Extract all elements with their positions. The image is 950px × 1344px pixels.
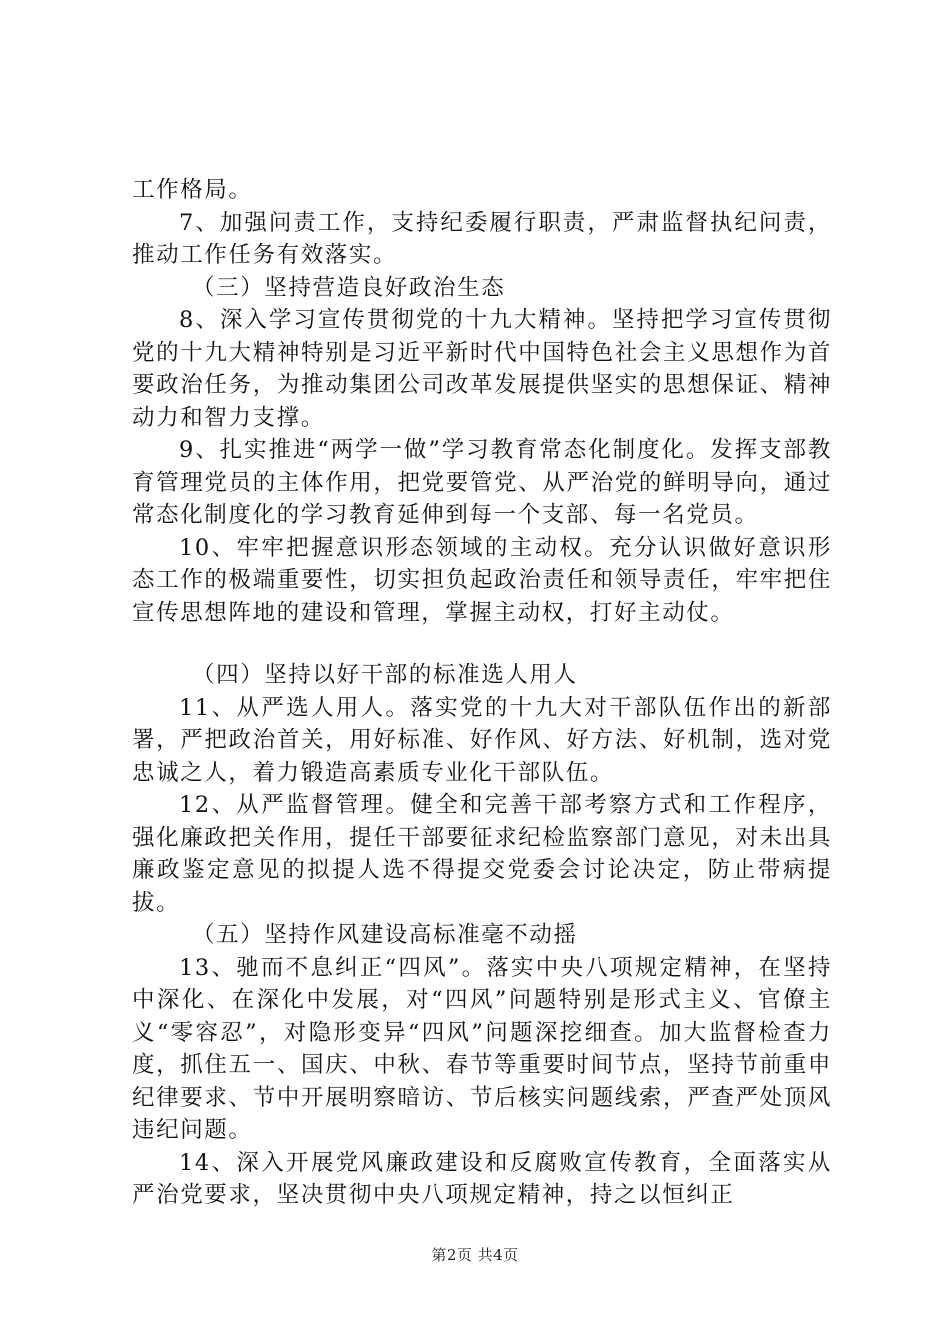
paragraph-continuation: 工作格局。	[132, 177, 253, 203]
page-number-label: 第2页 共4页	[431, 1246, 519, 1264]
section-heading-5: （五）坚持作风建设高标准毫不动摇	[192, 922, 578, 948]
document-body	[132, 174, 832, 1212]
list-item-7: 7、加强问责工作，支持纪委履行职责，严肃监督执纪问责，推动工作任务有效落实。	[132, 209, 832, 268]
section-heading-3: （三）坚持营造良好政治生态	[192, 274, 506, 301]
section-heading-4: （四）坚持以好干部的标准选人用人	[192, 662, 578, 688]
list-item-13: 13、驰而不息纠正“四风”。落实中央八项规定精神，在坚持中深化、在深化中发展，对“四风”问题特别是形式主义、官僚主义“零容忍”，对隐形变异“四风”问题深挖细查。加大监督检查力度，抓住五一、国庆、中秋、春节等重要时间节点，坚持节前重申纪律要求、节中开展明察暗访、节后核实问题线索，严查严处顶风违纪问题。	[132, 954, 832, 1143]
page-footer	[0, 1244, 950, 1265]
list-item-12: 12、从严监督管理。健全和完善干部考察方式和工作程序，强化廉政把关作用，提任干部要征求纪检监察部门意见，对未出具廉政鉴定意见的拟提人选不得提交党委会讨论决定，防止带病提拔。	[132, 792, 832, 916]
list-item-11: 11、从严选人用人。落实党的十九大对干部队伍作出的新部署，严把政治首关，用好标准、好作风、好方法、好机制，选对党忠诚之人，着力锻造高素质专业化干部队伍。	[132, 694, 832, 786]
list-item-8: 8、深入学习宣传贯彻党的十九大精神。坚持把学习宣传贯彻党的十九大精神特别是习近平新时代中国特色社会主义思想作为首要政治任务，为推动集团公司改革发展提供坚实的思想保证、精神动力和智力支撑。	[132, 307, 832, 431]
list-item-10: 10、牢牢把握意识形态领域的主动权。充分认识做好意识形态工作的极端重要性，切实担负起政治责任和领导责任，牢牢把住宣传思想阵地的建设和管理，掌握主动权，打好主动仗。	[132, 534, 832, 626]
paragraph-spacer	[132, 629, 832, 659]
list-item-9: 9、扎实推进“两学一做”学习教育常态化制度化。发挥支部教育管理党员的主体作用，把党要管党、从严治党的鲜明导向，通过常态化制度化的学习教育延伸到每一个支部、每一名党员。	[132, 437, 832, 528]
list-item-14: 14、深入开展党风廉政建设和反腐败宣传教育，全面落实从严治党要求，坚决贯彻中央八项规定精神，持之以恒纠正	[132, 1149, 832, 1208]
